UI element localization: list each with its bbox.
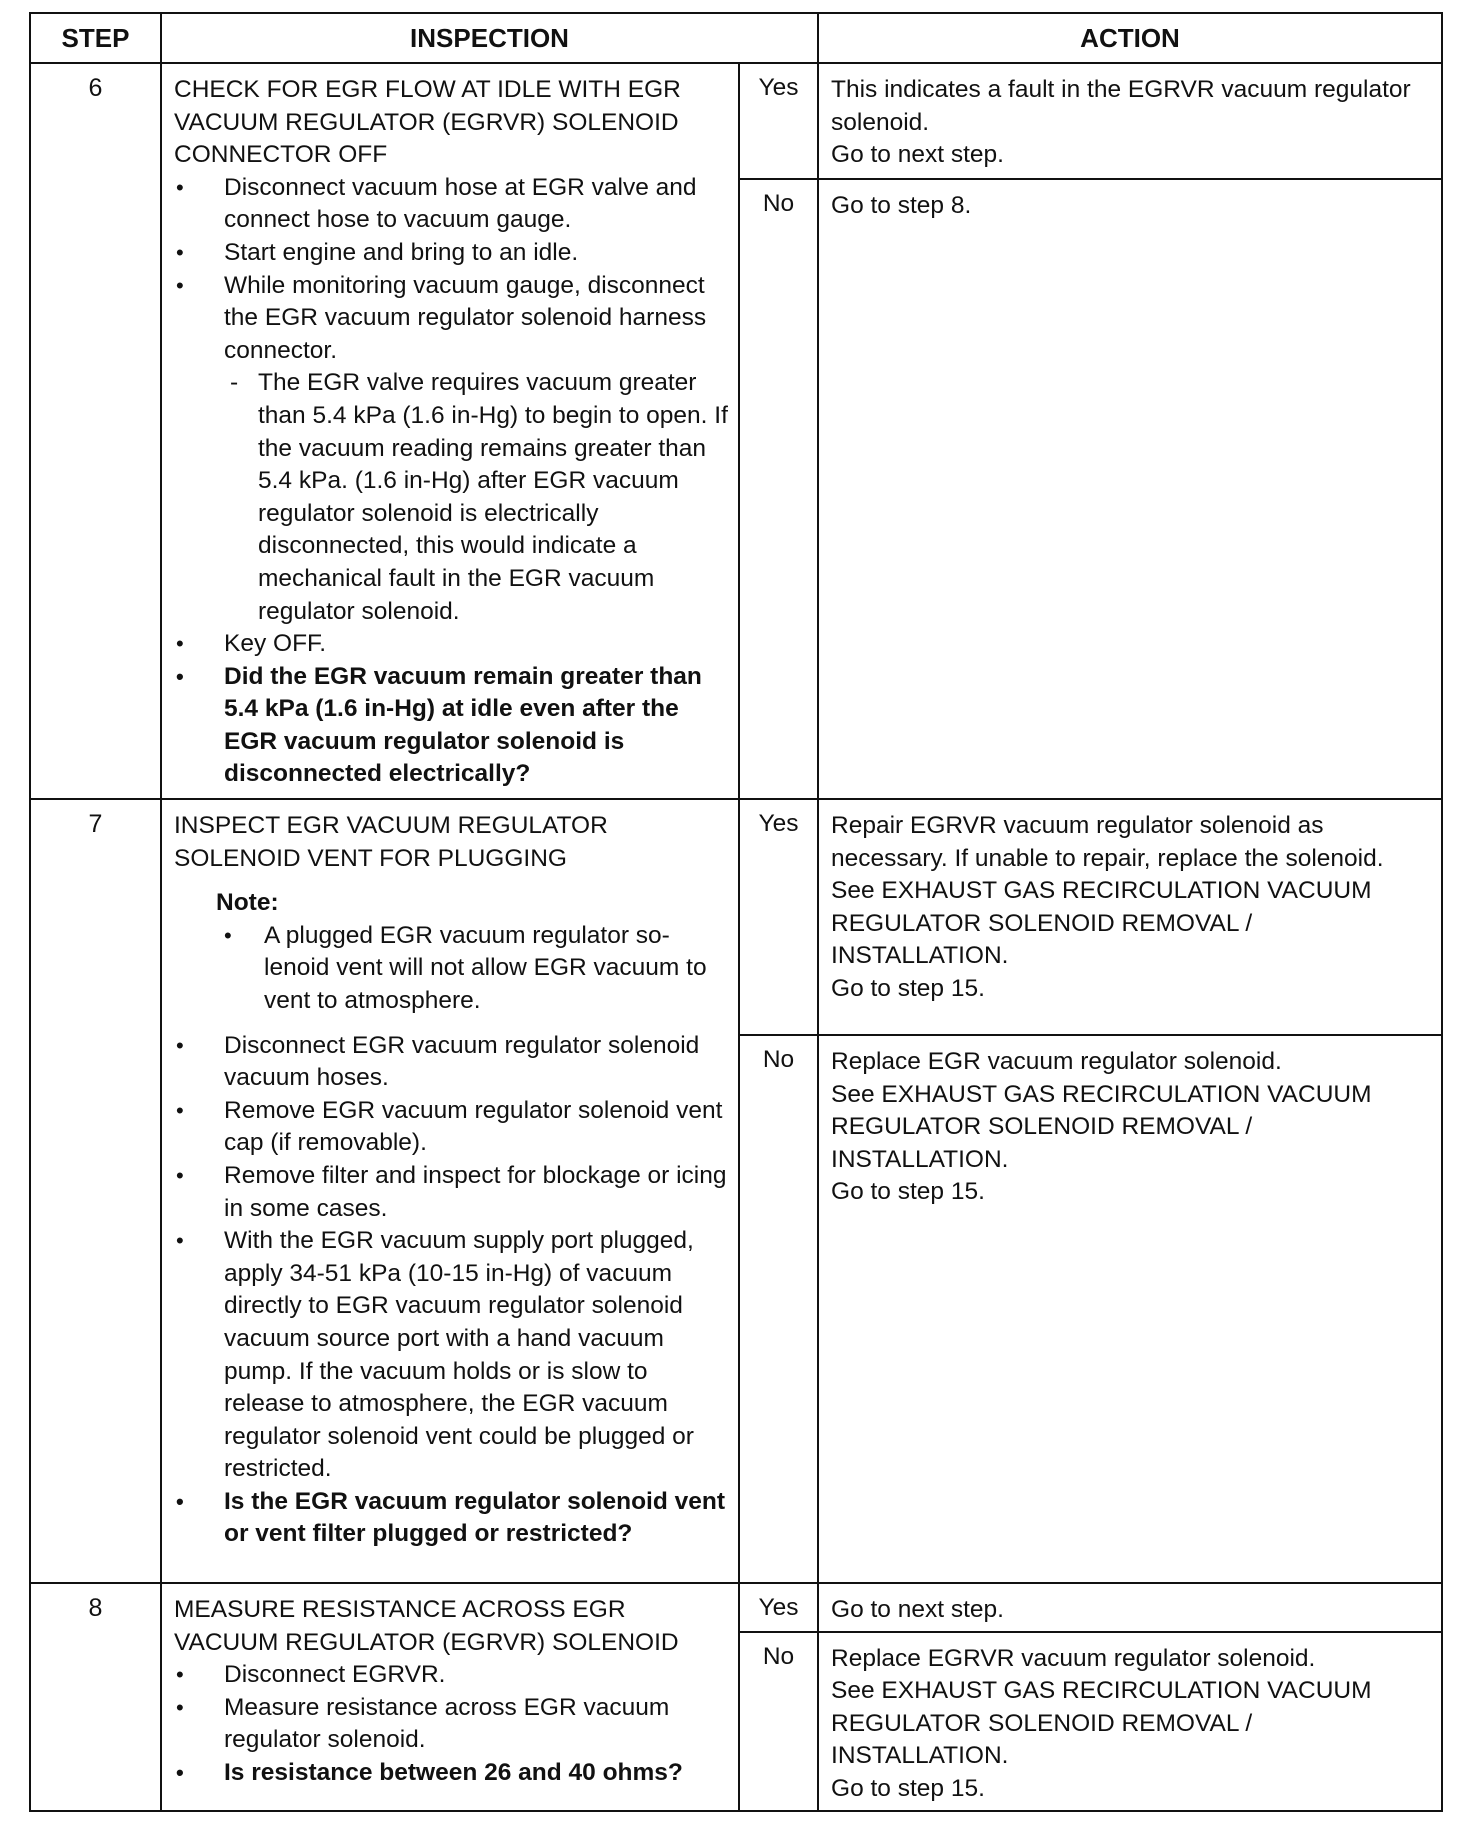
step-6-inspection [161, 63, 739, 799]
step-7-inspection [161, 799, 739, 1583]
step-6-yes-row [30, 63, 1442, 179]
yes-action [818, 63, 1442, 179]
bullet-item: • Disconnect EGRVR. [174, 1659, 730, 1692]
yes-label: Yes [739, 1583, 818, 1632]
note-block [216, 887, 730, 1017]
bullet-item [174, 270, 730, 629]
action-line: Go to next step. [831, 141, 1004, 169]
step-6-bullets [174, 172, 730, 791]
action-line: This indicates a fault in the EGRVR vacuum regulator solenoid. [831, 76, 1411, 136]
sub-list [224, 367, 730, 628]
header-step: STEP [30, 13, 161, 63]
bullet-item: • Disconnect EGR vacuum regulator solenoid vacuum hoses. [174, 1030, 730, 1095]
no-label: No [739, 1035, 818, 1583]
action-line: Replace EGR vacuum regulator solenoid. [831, 1048, 1282, 1075]
diagnostic-table [29, 12, 1443, 1812]
bullet-item: • Disconnect vacuum hose at EGR valve and connect hose to vacuum gauge. [174, 172, 730, 237]
step-number: 8 [30, 1583, 161, 1811]
step-question: • Is resistance between 26 and 40 ohms? [174, 1757, 730, 1790]
sub-item: - The EGR valve requires vacuum greater than 5.4 kPa (1.6 in-Hg) to begin to open. If the vacuum reading remains greater than 5.4 kPa. (1.6 in-Hg) after EGR vacuum regulator solenoid is electrically disconnected, this would indicate a mechanical fault in the EGR vacuum regulator solenoid. [224, 367, 730, 628]
yes-label: Yes [739, 63, 818, 179]
bullet-item: • Start engine and bring to an idle. [174, 237, 730, 270]
action-line: Go to step 15. [831, 974, 985, 1002]
bullet-text: While monitoring vacuum gauge, disconnect the EGR vacuum regulator solenoid harness connector. [224, 271, 707, 364]
bullet-item: • Remove EGR vacuum regulator solenoid vent cap (if removable). [174, 1095, 730, 1160]
note-list [216, 920, 730, 1018]
bullet-item: • Key OFF. [174, 628, 730, 661]
yes-action [818, 1583, 1442, 1632]
action-line: See EXHAUST GAS RECIRCULATION VACUUM REGULATOR SOLENOID REMOVAL / INSTALLATION. [831, 1080, 1372, 1173]
step-8-inspection [161, 1583, 739, 1811]
action-line: Go to step 8. [831, 192, 972, 219]
no-action [818, 1035, 1442, 1583]
note-item: • A plugged EGR vacuum regulator so- lenoid vent will not allow EGR vacuum to vent to atmosphere. [216, 920, 730, 1018]
bullet-item: • Remove filter and inspect for blockage or icing in some cases. [174, 1160, 730, 1225]
no-label: No [739, 179, 818, 799]
no-action [818, 179, 1442, 799]
step-number: 6 [30, 63, 161, 799]
bullet-item: • With the EGR vacuum supply port plugged, apply 34-51 kPa (10-15 in-Hg) of vacuum directly to EGR vacuum regulator solenoid vacuum source port with a hand vacuum pump. If the vacuum holds or is slow to release to atmosphere, the EGR vacuum regulator solenoid vent could be plugged or restricted. [174, 1225, 730, 1486]
step-7-yes-row [30, 799, 1442, 1035]
step-title: MEASURE RESISTANCE ACROSS EGR VACUUM REGULATOR (EGRVR) SOLENOID [174, 1596, 679, 1656]
yes-action [818, 799, 1442, 1035]
header-inspection: INSPECTION [161, 13, 818, 63]
step-8-yes-row [30, 1583, 1442, 1632]
yes-label: Yes [739, 799, 818, 1035]
step-title: INSPECT EGR VACUUM REGULATOR SOLENOID VENT FOR PLUGGING [174, 812, 608, 872]
action-line: Go to next step. [831, 1596, 1004, 1623]
step-question: • Did the EGR vacuum remain greater than 5.4 kPa (1.6 in-Hg) at idle even after the EGR vacuum regulator solenoid is disconnected electrically? [174, 661, 730, 791]
header-action: ACTION [818, 13, 1442, 63]
bullet-item: • Measure resistance across EGR vacuum regulator solenoid. [174, 1692, 730, 1757]
action-line: See EXHAUST GAS RECIRCULATION VACUUM REGULATOR SOLENOID REMOVAL / INSTALLATION. [831, 1677, 1372, 1770]
action-line: See EXHAUST GAS RECIRCULATION VACUUM REGULATOR SOLENOID REMOVAL / INSTALLATION. [831, 877, 1372, 970]
step-number: 7 [30, 799, 161, 1583]
step-8-bullets [174, 1659, 730, 1789]
action-line: Go to step 15. [831, 1774, 985, 1802]
step-title: CHECK FOR EGR FLOW AT IDLE WITH EGR VACUUM REGULATOR (EGRVR) SOLENOID CONNECTOR OFF [174, 76, 681, 169]
action-line: Go to step 15. [831, 1178, 985, 1206]
no-action [818, 1632, 1442, 1811]
action-line: Repair EGRVR vacuum regulator solenoid as necessary. If unable to repair, replace the solenoid. [831, 812, 1384, 872]
no-label: No [739, 1632, 818, 1811]
step-7-bullets [174, 1030, 730, 1552]
action-line: Replace EGRVR vacuum regulator solenoid. [831, 1644, 1316, 1672]
step-question: • Is the EGR vacuum regulator solenoid vent or vent filter plugged or restricted? [174, 1486, 730, 1551]
note-label: Note: [216, 889, 279, 917]
header-row [30, 13, 1442, 63]
